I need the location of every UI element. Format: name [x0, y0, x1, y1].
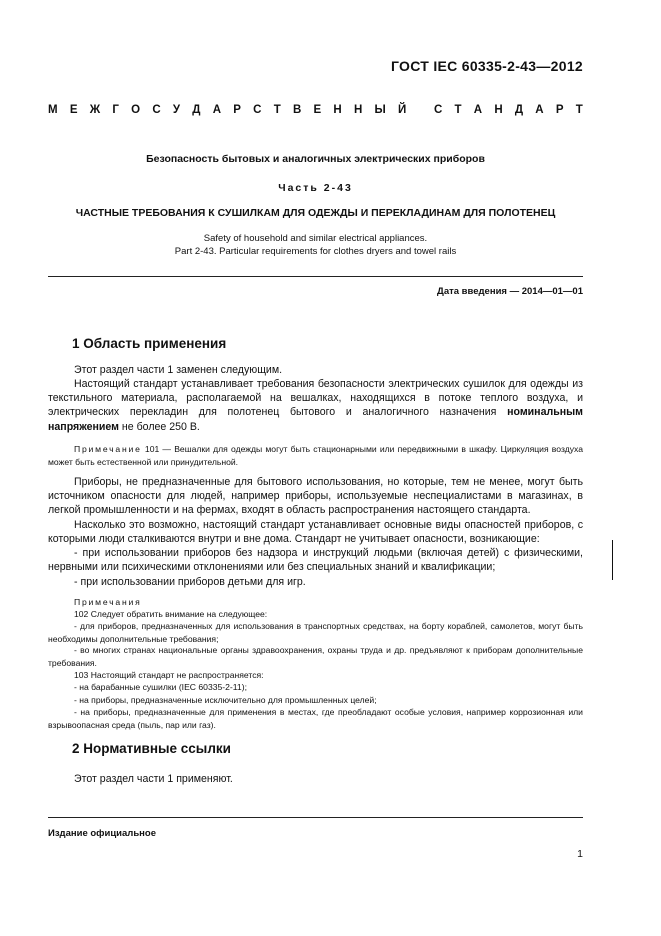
heading-letter: Т [575, 104, 583, 116]
heading-letter: Й [398, 104, 407, 116]
footer-divider [48, 817, 583, 818]
heading-letter: А [473, 104, 483, 116]
note-103: 103 Настоящий стандарт не распространяется: [74, 670, 264, 680]
list-item: - при использовании приборов детьми для игр. [74, 576, 306, 588]
heading-letter [419, 104, 422, 116]
note-text: 101 — Вешалки для одежды могут быть стационарными или передвижными в шкафу. Циркуляция воздуха может быть естественной или принудительной. [48, 444, 583, 467]
english-title-line-1: Safety of household and similar electrical appliances. [203, 233, 428, 244]
heading-letter: Р [555, 104, 564, 116]
page-number: 1 [577, 848, 583, 860]
heading-letter: С [152, 104, 161, 116]
heading-letter: Е [313, 104, 322, 116]
heading-letter: Е [69, 104, 78, 116]
note-item: - на барабанные сушилки (IEC 60335-2-11); [74, 682, 247, 692]
heading-letter: Р [233, 104, 241, 116]
heading-letter: О [131, 104, 141, 116]
note-101 [48, 443, 583, 469]
heading-letter: Т [273, 104, 281, 116]
change-bar [612, 540, 613, 580]
bold-term: номинальным напряжением [48, 406, 583, 433]
heading-letter: А [212, 104, 222, 116]
divider [48, 276, 583, 277]
heading-letter: Д [514, 104, 524, 116]
heading-letter: Н [333, 104, 342, 116]
paragraph: Приборы, не предназначенные для бытового использования, но которые, тем не менее, могут быть источником опасности для людей, например приборы, используемые неспециалистами в магазинах, в легкой промышленности и на фермах, входят в область распространения настоящего стандарта. [48, 476, 583, 517]
section-2-heading: 2 Нормативные ссылки [72, 741, 231, 756]
paragraph: Насколько это возможно, настоящий стандарт устанавливает основные виды опасностей приборов, с которыми люди сталкиваются внутри и вне дома. Стандарт не учитывает опасности, возникающие: [48, 519, 583, 546]
note-item: - для приборов, предназначенных для использования в транспортных средствах, на борту кораблей, самолетов, могут быть необходимы дополнительные требования; [48, 621, 583, 644]
notes-label: Примечания [74, 597, 142, 607]
note-item: - во многих странах национальные органы здравоохранения, охраны труда и др. предъявляют к приборам дополнительные требования. [48, 645, 583, 668]
note-label: Примечание [74, 444, 142, 454]
heading-letter: Д [192, 104, 201, 116]
heading-letter: Т [454, 104, 462, 116]
heading-letter: М [48, 104, 58, 116]
note-102: 102 Следует обратить внимание на следующее: [74, 609, 268, 619]
part-label: Часть 2-43 [278, 182, 353, 194]
paragraph-text: Настоящий стандарт устанавливает требования безопасности электрических сушилок для одежды из текстильного материала, располагаемой на вешалках, находящихся в потоке теплого воздуха, и электрических перекладин для полотенец бытового и аналогичного назначения [48, 378, 583, 419]
document-code: ГОСТ IEC 60335-2-43—2012 [390, 58, 583, 74]
english-title [48, 232, 583, 258]
heading-letter: У [172, 104, 181, 116]
section-1-heading: 1 Область применения [72, 336, 227, 351]
part-title: ЧАСТНЫЕ ТРЕБОВАНИЯ К СУШИЛКАМ ДЛЯ ОДЕЖДЫ И ПЕРЕКЛАДИНАМ ДЛЯ ПОЛОТЕНЕЦ [75, 207, 556, 219]
note-item: - на приборы, предназначенные для применения в местах, где преобладают особые условия, например коррозионная или взрывоопасная среда (пыль, пар или газ). [48, 707, 583, 730]
standard-title: Безопасность бытовых и аналогичных электрических приборов [146, 153, 485, 165]
english-title-line-2: Part 2-43. Particular requirements for clothes dryers and towel rails [174, 246, 457, 257]
heading-letter: А [535, 104, 544, 116]
note-item: - на приборы, предназначенные исключительно для промышленных целей; [74, 695, 377, 705]
official-edition-label: Издание официальное [48, 828, 156, 839]
paragraph-text: не более 250 В. [118, 420, 200, 433]
paragraph-scope [48, 377, 583, 434]
paragraph: Этот раздел части 1 применяют. [74, 773, 233, 785]
heading-letter: Н [353, 104, 363, 116]
heading-letter: В [292, 104, 302, 116]
heading-letter: С [253, 104, 262, 116]
heading-letter: Ж [89, 104, 101, 116]
introduction-date: Дата введения — 2014—01—01 [437, 286, 583, 297]
paragraph: Этот раздел части 1 заменен следующим. [74, 364, 283, 376]
list-item: - при использовании приборов без надзора и инструкций людьми (включая детей) с физическими, нервными или психическими отклонениями или без специальных знаний и квалификации; [48, 547, 583, 574]
heading-letter: Н [494, 104, 503, 116]
heading-letter: Ы [374, 104, 386, 116]
heading-letter: С [433, 104, 443, 116]
interstate-standard-heading [48, 104, 583, 116]
heading-letter: Г [112, 104, 119, 116]
